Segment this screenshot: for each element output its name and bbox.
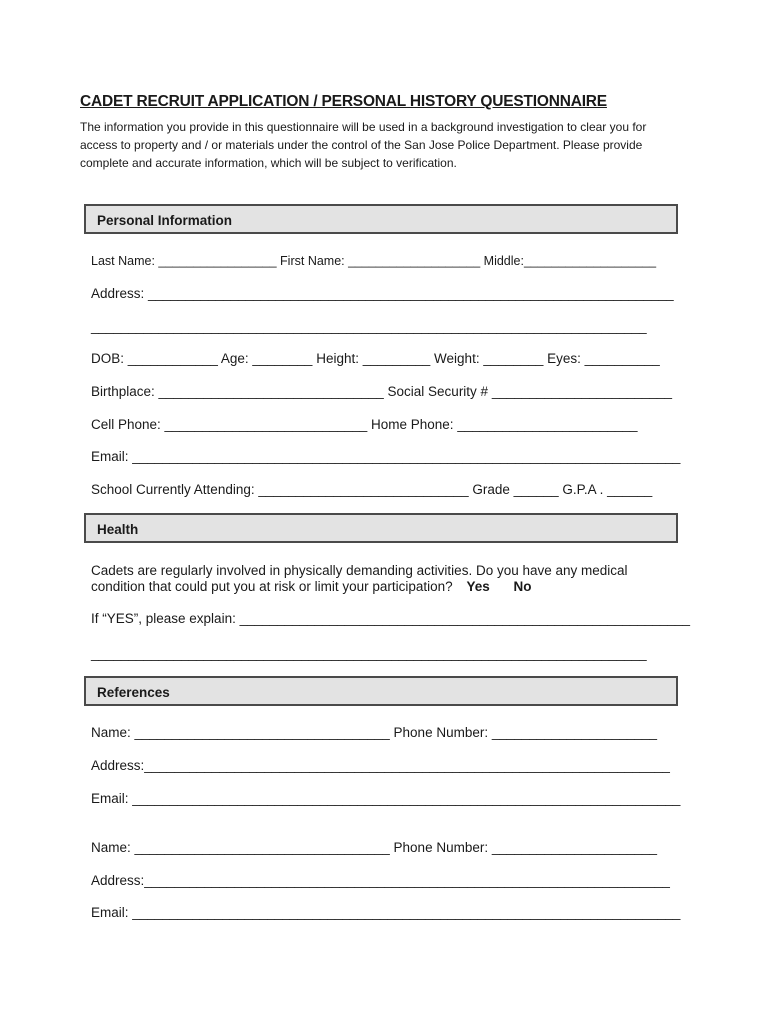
reference1-name-phone-row[interactable]: Name: __________________________________ Phone Number: ______________________ [91, 725, 658, 740]
intro-line: complete and accurate information, which will be subject to verification. [80, 156, 457, 170]
section-references [84, 676, 678, 706]
reference2-email-field[interactable]: Email: _________________________________________________________________________ [91, 905, 681, 920]
health-question-text: condition that could put you at risk or limit your participation? [91, 579, 453, 594]
no-option[interactable]: No [513, 579, 532, 594]
reference2-address-field[interactable]: Address:______________________________________________________________________ [91, 873, 670, 888]
health-question-line1: Cadets are regularly involved in physically demanding activities. Do you have any medical [91, 563, 628, 578]
birthplace-ssn-row[interactable]: Birthplace: ______________________________ Social Security # ________________________ [91, 384, 673, 399]
school-grade-gpa-row[interactable]: School Currently Attending: ____________________________ Grade ______ G.P.A . ______ [91, 482, 653, 497]
name-fields-row[interactable]: Last Name: _________________ First Name: ___________________ Middle:___________________ [91, 254, 657, 268]
phone-row[interactable]: Cell Phone: ___________________________ Home Phone: ________________________ [91, 417, 638, 432]
intro-line: The information you provide in this questionnaire will be used in a background investigation to clear you for [80, 120, 647, 134]
intro-line: access to property and / or materials under the control of the San Jose Police Department. Please provide [80, 138, 643, 152]
dob-age-height-weight-eyes-row[interactable]: DOB: ____________ Age: ________ Height: _________ Weight: ________ Eyes: __________ [91, 351, 660, 366]
reference1-email-field[interactable]: Email: _________________________________________________________________________ [91, 791, 681, 806]
section-header-label: Personal Information [97, 213, 233, 228]
yes-option[interactable]: Yes [466, 579, 490, 594]
section-personal-information [84, 204, 678, 234]
address-field[interactable]: Address: ______________________________________________________________________ [91, 286, 674, 301]
section-header-label: Health [97, 522, 139, 537]
reference2-name-phone-row[interactable]: Name: __________________________________ Phone Number: ______________________ [91, 840, 658, 855]
health-question-line2 [91, 579, 681, 594]
page-title: CADET RECRUIT APPLICATION / PERSONAL HISTORY QUESTIONNAIRE [80, 93, 607, 110]
address-field-line2[interactable]: __________________________________________________________________________ [91, 319, 647, 334]
section-header-label: References [97, 685, 170, 700]
intro-paragraph [80, 118, 690, 172]
health-explain-field[interactable]: If “YES”, please explain: ____________________________________________________________ [91, 611, 691, 626]
email-field[interactable]: Email: _________________________________________________________________________ [91, 449, 681, 464]
reference1-address-field[interactable]: Address:______________________________________________________________________ [91, 758, 670, 773]
health-explain-field-line2[interactable]: __________________________________________________________________________ [91, 646, 647, 661]
section-health [84, 513, 678, 543]
